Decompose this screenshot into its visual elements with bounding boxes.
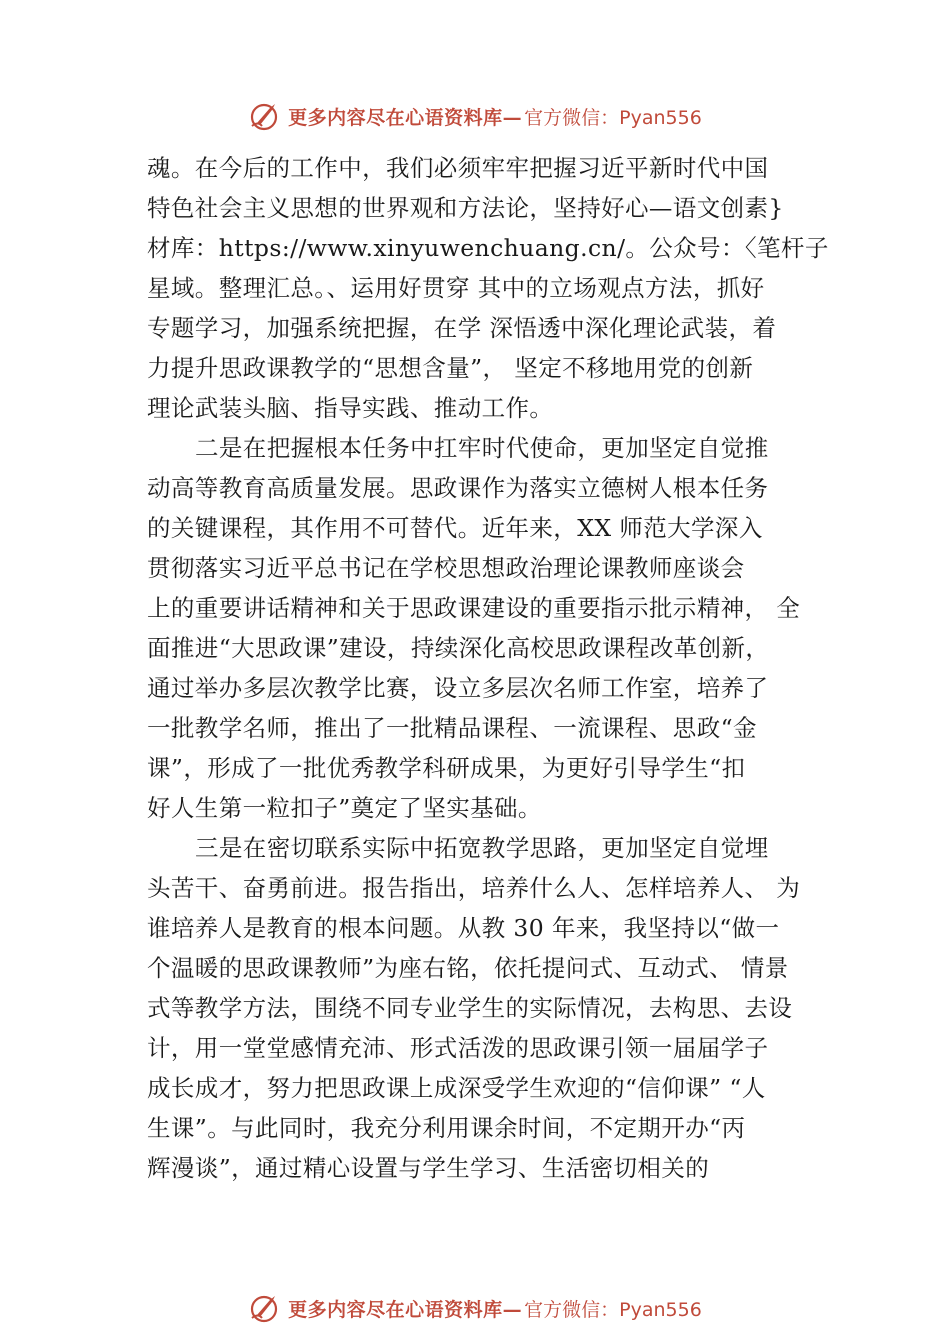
footer-watermark-banner: [0, 1288, 950, 1328]
pen-nib-seal-icon: [248, 99, 282, 133]
text-line: 辉漫谈”，通过精心设置与学生学习、生活密切相关的: [147, 1154, 710, 1182]
document-body: [147, 148, 827, 1188]
text-line: 专题学习，加强系统把握，在学 深悟透中深化理论武装，着: [147, 314, 777, 342]
paragraph-start-line: 二是在把握根本任务中扛牢时代使命，更加坚定自觉推: [195, 434, 769, 462]
text-line: 个温暖的思政课教师”为座右铭，依托提问式、互动式、 情景: [147, 954, 789, 982]
paragraph-start-line: 三是在密切联系实际中拓宽教学思路，更加坚定自觉埋: [195, 834, 769, 862]
text-line: 计，用一堂堂感情充沛、形式活泼的思政课引领一届届学子: [147, 1034, 769, 1062]
text-line: 成长成才，努力把思政课上成深受学生欢迎的“信仰课” “人: [147, 1074, 766, 1102]
text-line: 式等教学方法，围绕不同专业学生的实际情况，去构思、去设: [147, 994, 793, 1022]
text-line: 的关键课程，其作用不可替代。近年来，XX 师范大学深入: [147, 514, 763, 542]
text-line: 力提升思政课教学的“思想含量”， 坚定不移地用党的创新: [147, 354, 754, 382]
text-line: 理论武装头脑、指导实践、推动工作。: [147, 394, 554, 422]
text-line: 上的重要讲话精神和关于思政课建设的重要指示批示精神， 全: [147, 594, 801, 622]
banner-lead-text: 更多内容尽在心语资料库—: [288, 1298, 523, 1321]
text-line: 魂。在今后的工作中，我们必须牢牢把握习近平新时代中国: [147, 154, 769, 182]
text-line: 课”，形成了一批优秀教学科研成果，为更好引导学生“扣: [147, 754, 746, 782]
banner-contact-text: 官方微信：Pyan556: [524, 1298, 702, 1321]
text-line: 一批教学名师，推出了一批精品课程、一流课程、思政“金: [147, 714, 757, 742]
banner-contact-text: 官方微信：Pyan556: [524, 106, 702, 129]
text-line: 好人生第一粒扣子”奠定了坚实基础。: [147, 794, 542, 822]
text-line: 谁培养人是教育的根本问题。从教 30 年来，我坚持以“做一: [147, 914, 780, 942]
text-line: 星域。整理汇总。、运用好贯穿 其中的立场观点方法，抓好: [147, 274, 765, 302]
text-line: 特色社会主义思想的世界观和方法论，坚持好心—语文创素}: [147, 194, 784, 222]
text-line: 贯彻落实习近平总书记在学校思想政治理论课教师座谈会: [147, 554, 745, 582]
header-watermark-banner: [0, 96, 950, 136]
banner-lead-text: 更多内容尽在心语资料库—: [288, 106, 523, 129]
pen-nib-seal-icon: [248, 1291, 282, 1325]
text-line: 材库：https://www.xinyuwenchuang.cn/。公众号：〈笔杆子: [147, 234, 829, 262]
text-line: 生课”。与此同时，我充分利用课余时间，不定期开办“丙: [147, 1114, 746, 1142]
text-line: 通过举办多层次教学比赛，设立多层次名师工作室，培养了: [147, 674, 769, 702]
text-line: 头苦干、奋勇前进。报告指出，培养什么人、怎样培养人、 为: [147, 874, 801, 902]
text-line: 面推进“大思政课”建设，持续深化高校思政课程改革创新，: [147, 634, 770, 662]
text-line: 动高等教育高质量发展。思政课作为落实立德树人根本任务: [147, 474, 769, 502]
